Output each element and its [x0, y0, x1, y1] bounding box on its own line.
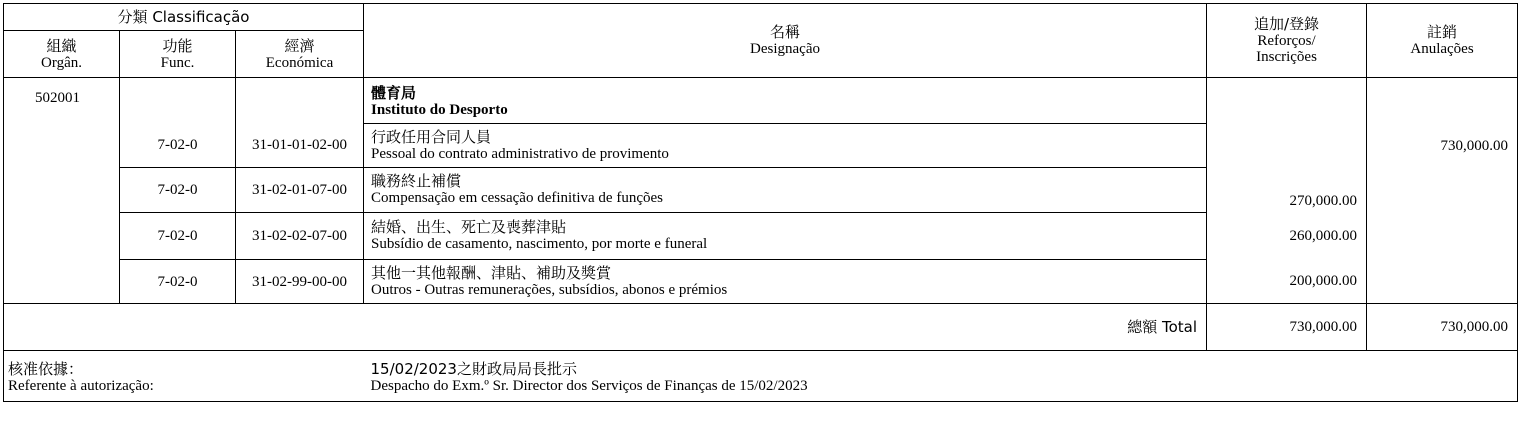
item-designation [364, 168, 1207, 213]
econ-code: 31-01-01-02-00 [236, 124, 364, 168]
table-row [4, 213, 1518, 260]
reinforcement-pt-1: Reforços/ [1257, 33, 1316, 49]
authorization-text-pt: Despacho do Exm.º Sr. Director dos Serviços de Finanças de 15/02/2023 [370, 378, 808, 394]
annulment-value: 730,000.00 [1367, 124, 1518, 168]
entity-func-empty [120, 78, 236, 124]
organ-zh: 組織 [46, 36, 77, 55]
econ-code: 31-02-01-07-00 [236, 168, 364, 213]
organ-header [4, 31, 120, 78]
authorization-label-pt: Referente à autorização: [8, 378, 154, 394]
item-name-zh: 其他一其他報酬、津貼、補助及獎賞 [371, 263, 612, 282]
item-name-pt: Subsídio de casamento, nascimento, por morte e funeral [371, 236, 708, 252]
authorization-text [364, 351, 1518, 402]
annulment-value [1367, 260, 1518, 304]
entity-name-zh: 體育局 [371, 84, 417, 102]
item-name-zh: 職務終止補償 [371, 172, 462, 190]
func-code: 7-02-0 [120, 168, 236, 213]
func-code: 7-02-0 [120, 213, 236, 260]
item-name-pt: Compensação em cessação definitiva de funções [371, 190, 663, 206]
func-header [120, 31, 236, 78]
table-row [4, 260, 1518, 304]
econ-code: 31-02-99-00-00 [236, 260, 364, 304]
econ-zh: 經濟 [284, 36, 315, 55]
func-code: 7-02-0 [120, 124, 236, 168]
total-label-text: 總額 Total [1127, 317, 1198, 336]
entity-name-pt: Instituto do Desporto [371, 102, 508, 118]
reinforcement-header [1207, 4, 1367, 78]
func-code: 7-02-0 [120, 260, 236, 304]
designation-zh: 名稱 [770, 23, 801, 41]
table-row [4, 168, 1518, 213]
func-pt: Func. [160, 54, 195, 71]
item-designation [364, 124, 1207, 168]
annulment-header [1367, 4, 1518, 78]
item-name-zh: 結婚、出生、死亡及喪葬津貼 [371, 218, 567, 236]
classification-header [4, 4, 364, 31]
table-row [4, 124, 1518, 168]
total-label [4, 304, 1207, 351]
entity-row [4, 78, 1518, 124]
designation-header [364, 4, 1207, 78]
reinforcement-value [1207, 124, 1367, 168]
authorization-row [4, 351, 1518, 402]
item-name-pt: Outros - Outras remunerações, subsídios, abonos e prémios [371, 281, 728, 298]
reinforcement-value: 200,000.00 [1207, 260, 1367, 304]
item-designation [364, 260, 1207, 304]
reinforcement-value: 260,000.00 [1207, 213, 1367, 260]
designation-pt: Designação [750, 41, 820, 57]
item-designation [364, 213, 1207, 260]
organ-pt: Orgân. [41, 54, 82, 71]
econ-header [236, 31, 364, 78]
entity-econ-empty [236, 78, 364, 124]
annulment-value [1367, 213, 1518, 260]
total-row [4, 304, 1518, 351]
item-name-zh: 行政任用合同人員 [371, 127, 492, 146]
reinforcement-pt-2: Inscrições [1256, 49, 1317, 65]
annulment-zh: 註銷 [1427, 23, 1458, 41]
func-zh: 功能 [162, 36, 193, 55]
annulment-value [1367, 168, 1518, 213]
budget-table [3, 3, 1518, 402]
annulment-pt: Anulações [1410, 41, 1474, 57]
total-annulment: 730,000.00 [1367, 304, 1518, 351]
authorization-text-zh: 15/02/2023之財政局局長批示 [370, 360, 577, 378]
entity-annulment-empty [1367, 78, 1518, 124]
econ-pt: Económica [265, 54, 334, 71]
authorization-label [4, 351, 364, 402]
item-name-pt: Pessoal do contrato administrativo de provimento [371, 145, 669, 162]
organ-code: 502001 [4, 78, 120, 304]
header-row-1 [4, 4, 1518, 31]
entity-designation [364, 78, 1207, 124]
econ-code: 31-02-02-07-00 [236, 213, 364, 260]
reinforcement-value: 270,000.00 [1207, 168, 1367, 213]
total-reinforcement: 730,000.00 [1207, 304, 1367, 351]
reinforcement-zh: 追加/登錄 [1253, 15, 1320, 33]
classification-label: 分類 Classificação [117, 7, 250, 26]
entity-reinforcement-empty [1207, 78, 1367, 124]
authorization-label-zh: 核准依據： [8, 360, 84, 378]
